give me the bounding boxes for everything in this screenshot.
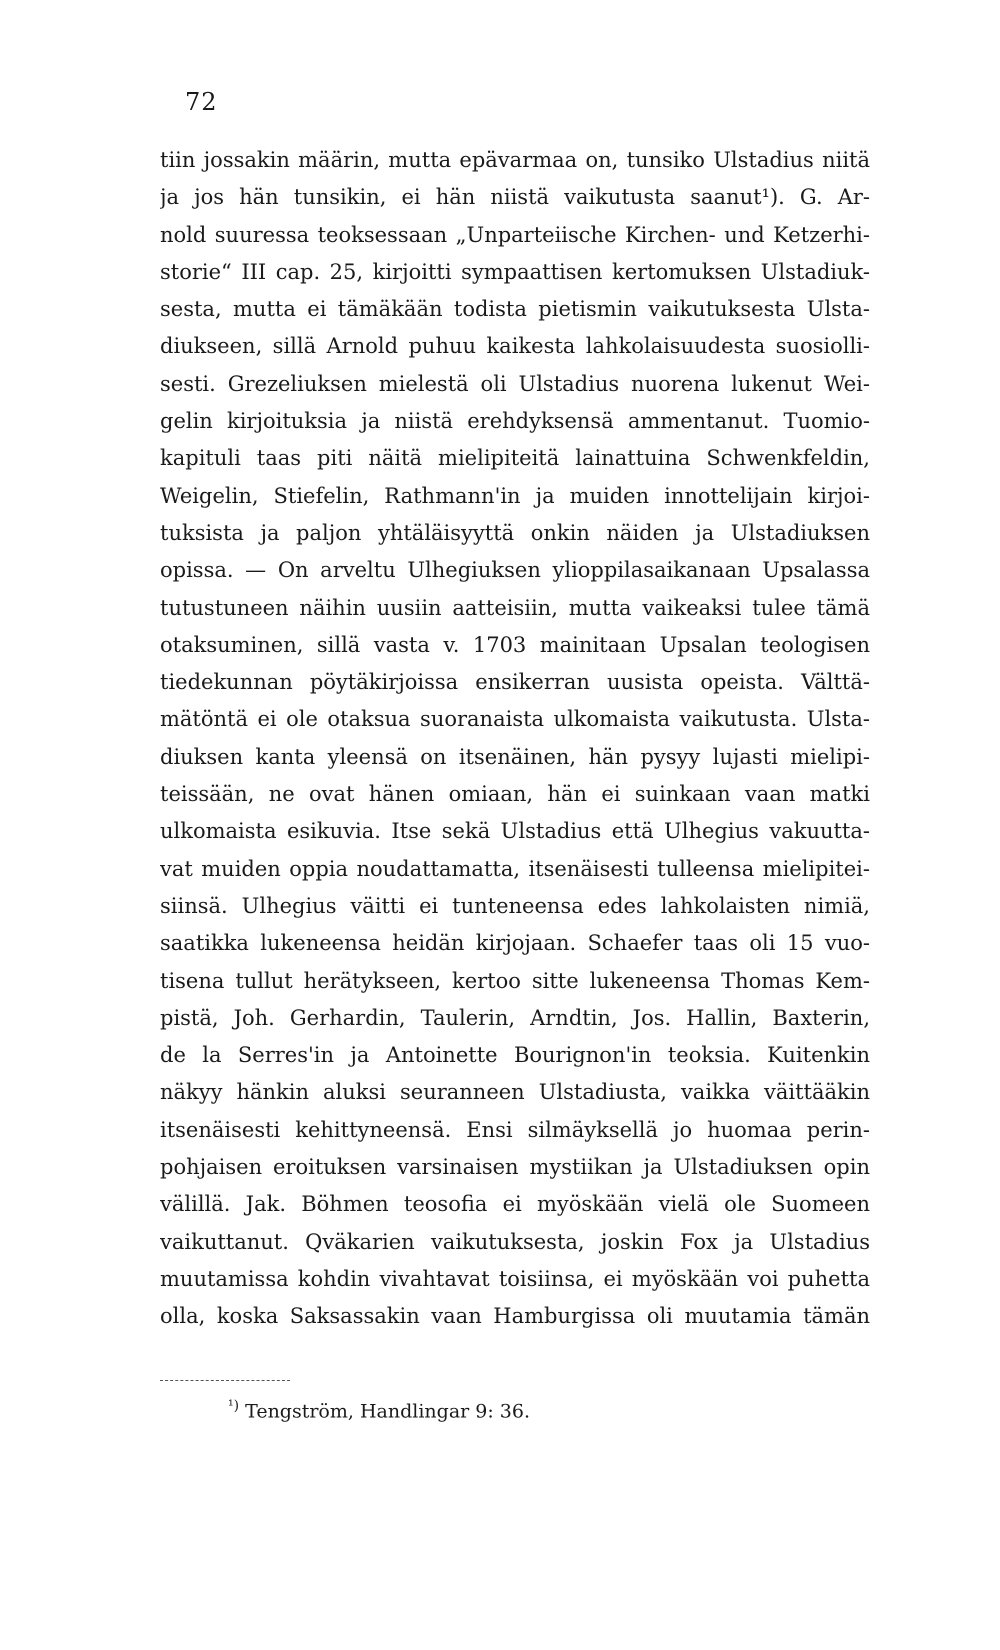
text-line: sesta, mutta ei tämäkään todista pietismin vaikutuksesta Ulsta- xyxy=(160,297,870,322)
text-line: muutamissa kohdin vivahtavat toisiinsa, ei myöskään voi puhetta xyxy=(160,1266,870,1291)
text-line: saatikka lukeneensa heidän kirjojaan. Schaefer taas oli 15 vuo- xyxy=(160,931,870,956)
footnote-mark: ¹) xyxy=(228,1398,240,1414)
text-line: pistä, Joh. Gerhardin, Taulerin, Arndtin, Jos. Hallin, Baxterin, xyxy=(160,1005,870,1030)
text-line: nold suuressa teoksessaan „Unparteiische Kirchen- und Ketzerhi- xyxy=(160,222,870,247)
footnote-divider xyxy=(160,1380,290,1381)
text-line: opissa. — On arveltu Ulhegiuksen ylioppilasaikanaan Upsalassa xyxy=(160,558,870,583)
text-line: siinsä. Ulhegius väitti ei tunteneensa edes lahkolaisten nimiä, xyxy=(160,893,870,918)
text-line: näkyy hänkin aluksi seuranneen Ulstadiusta, vaikka väittääkin xyxy=(160,1080,870,1105)
text-line: tiedekunnan pöytäkirjoissa ensikerran uusista opeista. Välttä- xyxy=(160,670,870,695)
text-line: tiin jossakin määrin, mutta epävarmaa on, tunsiko Ulstadius niitä xyxy=(160,148,870,172)
text-line: ja jos hän tunsikin, ei hän niistä vaikutusta saanut¹). G. Ar- xyxy=(160,185,870,210)
text-line: tutustuneen näihin uusiin aatteisiin, mutta vaikeaksi tulee tämä xyxy=(160,595,870,620)
page-number: 72 xyxy=(185,88,218,116)
text-line: olla, koska Saksassakin vaan Hamburgissa oli muutamia tämän xyxy=(160,1304,870,1329)
text-line: diukseen, sillä Arnold puhuu kaikesta lahkolaisuudesta suosiolli- xyxy=(160,334,870,359)
text-line: vaikuttanut. Qväkarien vaikutuksesta, joskin Fox ja Ulstadius xyxy=(160,1229,870,1254)
text-line: gelin kirjoituksia ja niistä erehdyksensä ammentanut. Tuomio- xyxy=(160,409,870,434)
text-line: pohjaisen eroituksen varsinaisen mystiikan ja Ulstadiuksen opin xyxy=(160,1155,870,1180)
text-line: kapituli taas piti näitä mielipiteitä lainattuina Schwenkfeldin, xyxy=(160,446,870,471)
text-line: mätöntä ei ole otaksua suoranaista ulkomaista vaikutusta. Ulsta- xyxy=(160,707,870,732)
body-text xyxy=(160,142,870,1336)
text-line: teissään, ne ovat hänen omiaan, hän ei suinkaan vaan matki xyxy=(160,782,870,807)
text-line: ulkomaista esikuvia. Itse sekä Ulstadius että Ulhegius vakuutta- xyxy=(160,819,870,844)
text-line: tisena tullut herätykseen, kertoo sitte lukeneensa Thomas Kem- xyxy=(160,968,870,993)
footnote-text: Tengström, Handlingar 9: 36. xyxy=(245,1400,531,1423)
text-line: tuksista ja paljon yhtäläisyyttä onkin näiden ja Ulstadiuksen xyxy=(160,520,870,545)
footnote xyxy=(228,1398,530,1422)
text-line: Weigelin, Stiefelin, Rathmann'in ja muiden innottelijain kirjoi- xyxy=(160,483,870,508)
text-line: välillä. Jak. Böhmen teosofia ei myöskään vielä ole Suomeen xyxy=(160,1192,870,1217)
text-line: diuksen kanta yleensä on itsenäinen, hän pysyy lujasti mielipi- xyxy=(160,744,870,769)
text-line: itsenäisesti kehittyneensä. Ensi silmäyksellä jo huomaa perin- xyxy=(160,1117,870,1142)
text-line: storie“ III cap. 25, kirjoitti sympaattisen kertomuksen Ulstadiuk- xyxy=(160,259,870,284)
text-line: de la Serres'in ja Antoinette Bourignon'in teoksia. Kuitenkin xyxy=(160,1043,870,1068)
text-line: vat muiden oppia noudattamatta, itsenäisesti tulleensa mielipitei- xyxy=(160,856,870,881)
text-line: otaksuminen, sillä vasta v. 1703 mainitaan Upsalan teologisen xyxy=(160,632,870,657)
text-line: sesti. Grezeliuksen mielestä oli Ulstadius nuorena lukenut Wei- xyxy=(160,371,870,396)
